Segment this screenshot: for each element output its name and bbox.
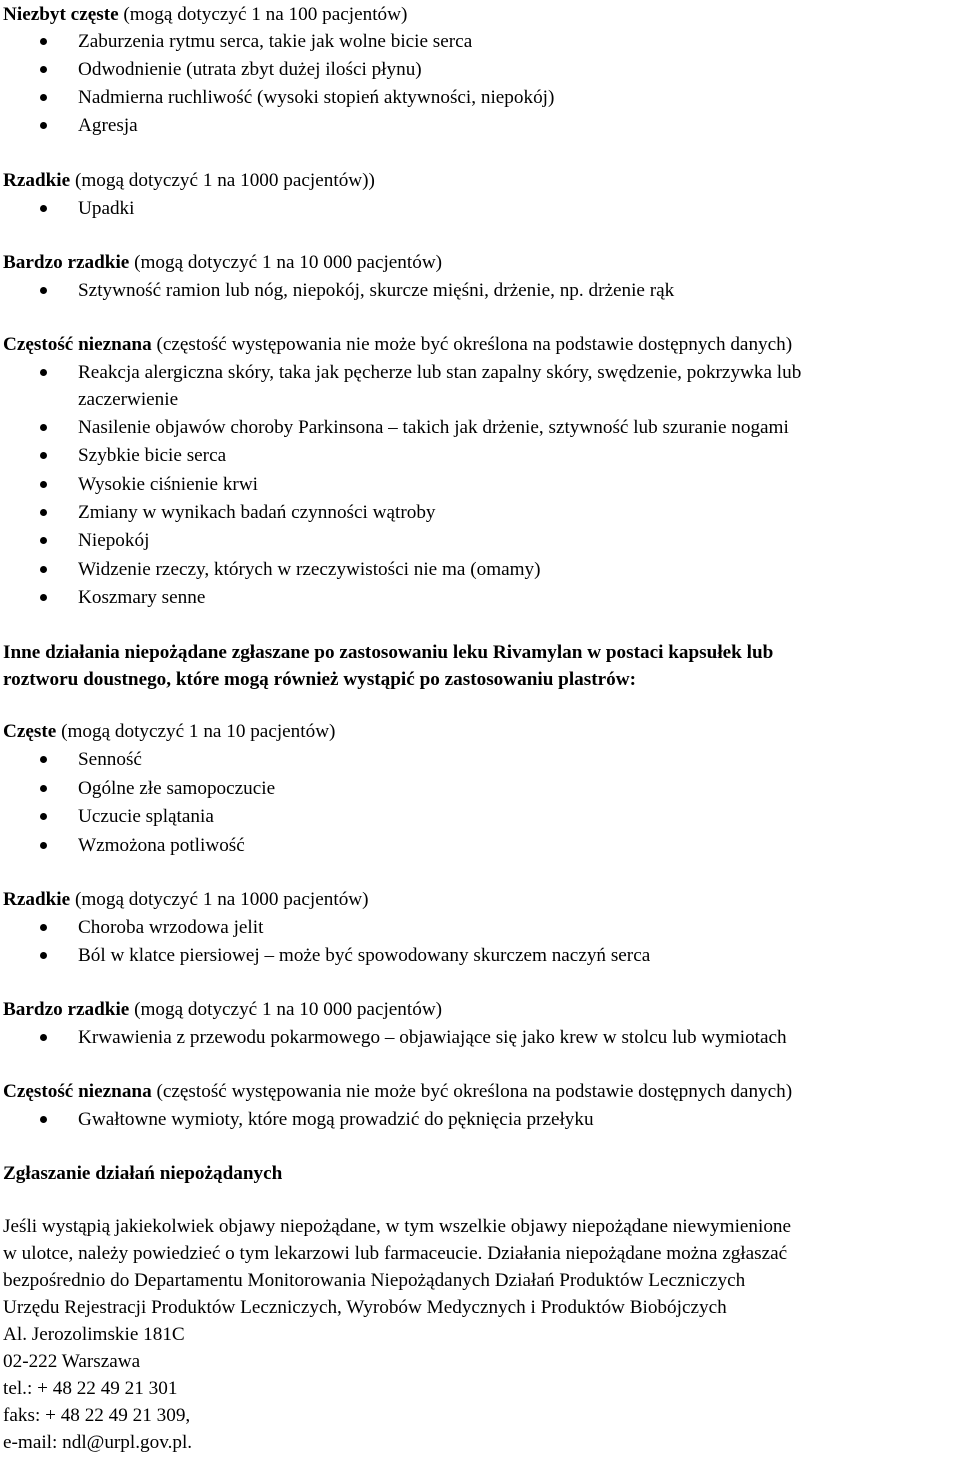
list-item: Krwawienia z przewodu pokarmowego – objawiające się jako krew w stolcu lub wymiotach (78, 1027, 787, 1048)
bullet-icon (40, 38, 47, 45)
list-item: Nadmierna ruchliwość (wysoki stopień aktywności, niepokój) (78, 87, 555, 108)
bullet-icon (40, 369, 47, 376)
section-heading: Częste (mogą dotyczyć 1 na 10 pacjentów) (3, 721, 336, 742)
list-item-continuation: zaczerwienie (78, 389, 179, 410)
section-heading: Niezbyt częste (mogą dotyczyć 1 na 100 pacjentów) (3, 4, 408, 25)
address-line: Al. Jerozolimskie 181C (3, 1324, 185, 1345)
phone-line: tel.: + 48 22 49 21 301 (3, 1378, 178, 1399)
list-item: Zmiany w wynikach badań czynności wątroby (78, 502, 436, 523)
bullet-icon (40, 481, 47, 488)
subsection-heading: Inne działania niepożądane zgłaszane po zastosowaniu leku Rivamylan w postaci kapsułek lub (3, 642, 774, 663)
bullet-icon (40, 424, 47, 431)
list-item: Ogólne złe samopoczucie (78, 778, 276, 799)
bullet-icon (40, 509, 47, 516)
bullet-icon (40, 94, 47, 101)
list-item: Wzmożona potliwość (78, 835, 245, 856)
section-heading: Rzadkie (mogą dotyczyć 1 na 1000 pacjentów)) (3, 170, 375, 191)
section-heading: Bardzo rzadkie (mogą dotyczyć 1 na 10 000 pacjentów) (3, 999, 443, 1020)
list-item: Koszmary senne (78, 587, 206, 608)
list-item: Widzenie rzeczy, których w rzeczywistości nie ma (omamy) (78, 559, 541, 580)
bullet-icon (40, 842, 47, 849)
reporting-heading: Zgłaszanie działań niepożądanych (3, 1163, 283, 1184)
list-item: Odwodnienie (utrata zbyt dużej ilości płynu) (78, 59, 422, 80)
bullet-icon (40, 952, 47, 959)
bullet-icon (40, 1034, 47, 1041)
list-item: Wysokie ciśnienie krwi (78, 474, 259, 495)
bullet-icon (40, 1116, 47, 1123)
list-item: Gwałtowne wymioty, które mogą prowadzić do pęknięcia przełyku (78, 1109, 594, 1130)
bullet-icon (40, 813, 47, 820)
bullet-icon (40, 205, 47, 212)
bullet-icon (40, 537, 47, 544)
section-heading: Częstość nieznana (częstość występowania nie może być określona na podstawie dostępnych danych) (3, 1081, 793, 1102)
list-item: Szybkie bicie serca (78, 445, 227, 466)
list-item: Upadki (78, 198, 135, 219)
list-item: Ból w klatce piersiowej – może być spowodowany skurczem naczyń serca (78, 945, 651, 966)
reporting-text: Jeśli wystąpią jakiekolwiek objawy niepożądane, w tym wszelkie objawy niepożądane niewymienione (3, 1216, 792, 1237)
list-item: Senność (78, 749, 142, 770)
list-item: Nasilenie objawów choroby Parkinsona – takich jak drżenie, sztywność lub szuranie nogami (78, 417, 789, 438)
bullet-icon (40, 66, 47, 73)
bullet-icon (40, 785, 47, 792)
list-item: Uczucie splątania (78, 806, 214, 827)
subsection-heading: roztworu doustnego, które mogą również wystąpić po zastosowaniu plastrów: (3, 669, 636, 690)
bullet-icon (40, 594, 47, 601)
bullet-icon (40, 287, 47, 294)
bullet-icon (40, 566, 47, 573)
list-item: Niepokój (78, 530, 150, 551)
reporting-text: bezpośrednio do Departamentu Monitorowania Niepożądanych Działań Produktów Leczniczych (3, 1270, 746, 1291)
bullet-icon (40, 756, 47, 763)
bullet-icon (40, 122, 47, 129)
section-heading: Częstość nieznana (częstość występowania nie może być określona na podstawie dostępnych danych) (3, 334, 793, 355)
list-item: Sztywność ramion lub nóg, niepokój, skurcze mięśni, drżenie, np. drżenie rąk (78, 280, 675, 301)
reporting-text: Urzędu Rejestracji Produktów Leczniczych, Wyrobów Medycznych i Produktów Biobójczych (3, 1297, 727, 1318)
list-item: Zaburzenia rytmu serca, takie jak wolne bicie serca (78, 31, 473, 52)
section-heading: Bardzo rzadkie (mogą dotyczyć 1 na 10 000 pacjentów) (3, 252, 443, 273)
list-item: Reakcja alergiczna skóry, taka jak pęcherze lub stan zapalny skóry, swędzenie, pokrzywka lub (78, 362, 802, 383)
fax-line: faks: + 48 22 49 21 309, (3, 1405, 191, 1426)
bullet-icon (40, 924, 47, 931)
bullet-icon (40, 452, 47, 459)
list-item: Choroba wrzodowa jelit (78, 917, 264, 938)
reporting-text: w ulotce, należy powiedzieć o tym lekarzowi lub farmaceucie. Działania niepożądane można zgłaszać (3, 1243, 788, 1264)
section-heading: Rzadkie (mogą dotyczyć 1 na 1000 pacjentów) (3, 889, 369, 910)
address-line: 02-222 Warszawa (3, 1351, 141, 1372)
email-line: e-mail: ndl@urpl.gov.pl. (3, 1432, 193, 1453)
list-item: Agresja (78, 115, 138, 136)
